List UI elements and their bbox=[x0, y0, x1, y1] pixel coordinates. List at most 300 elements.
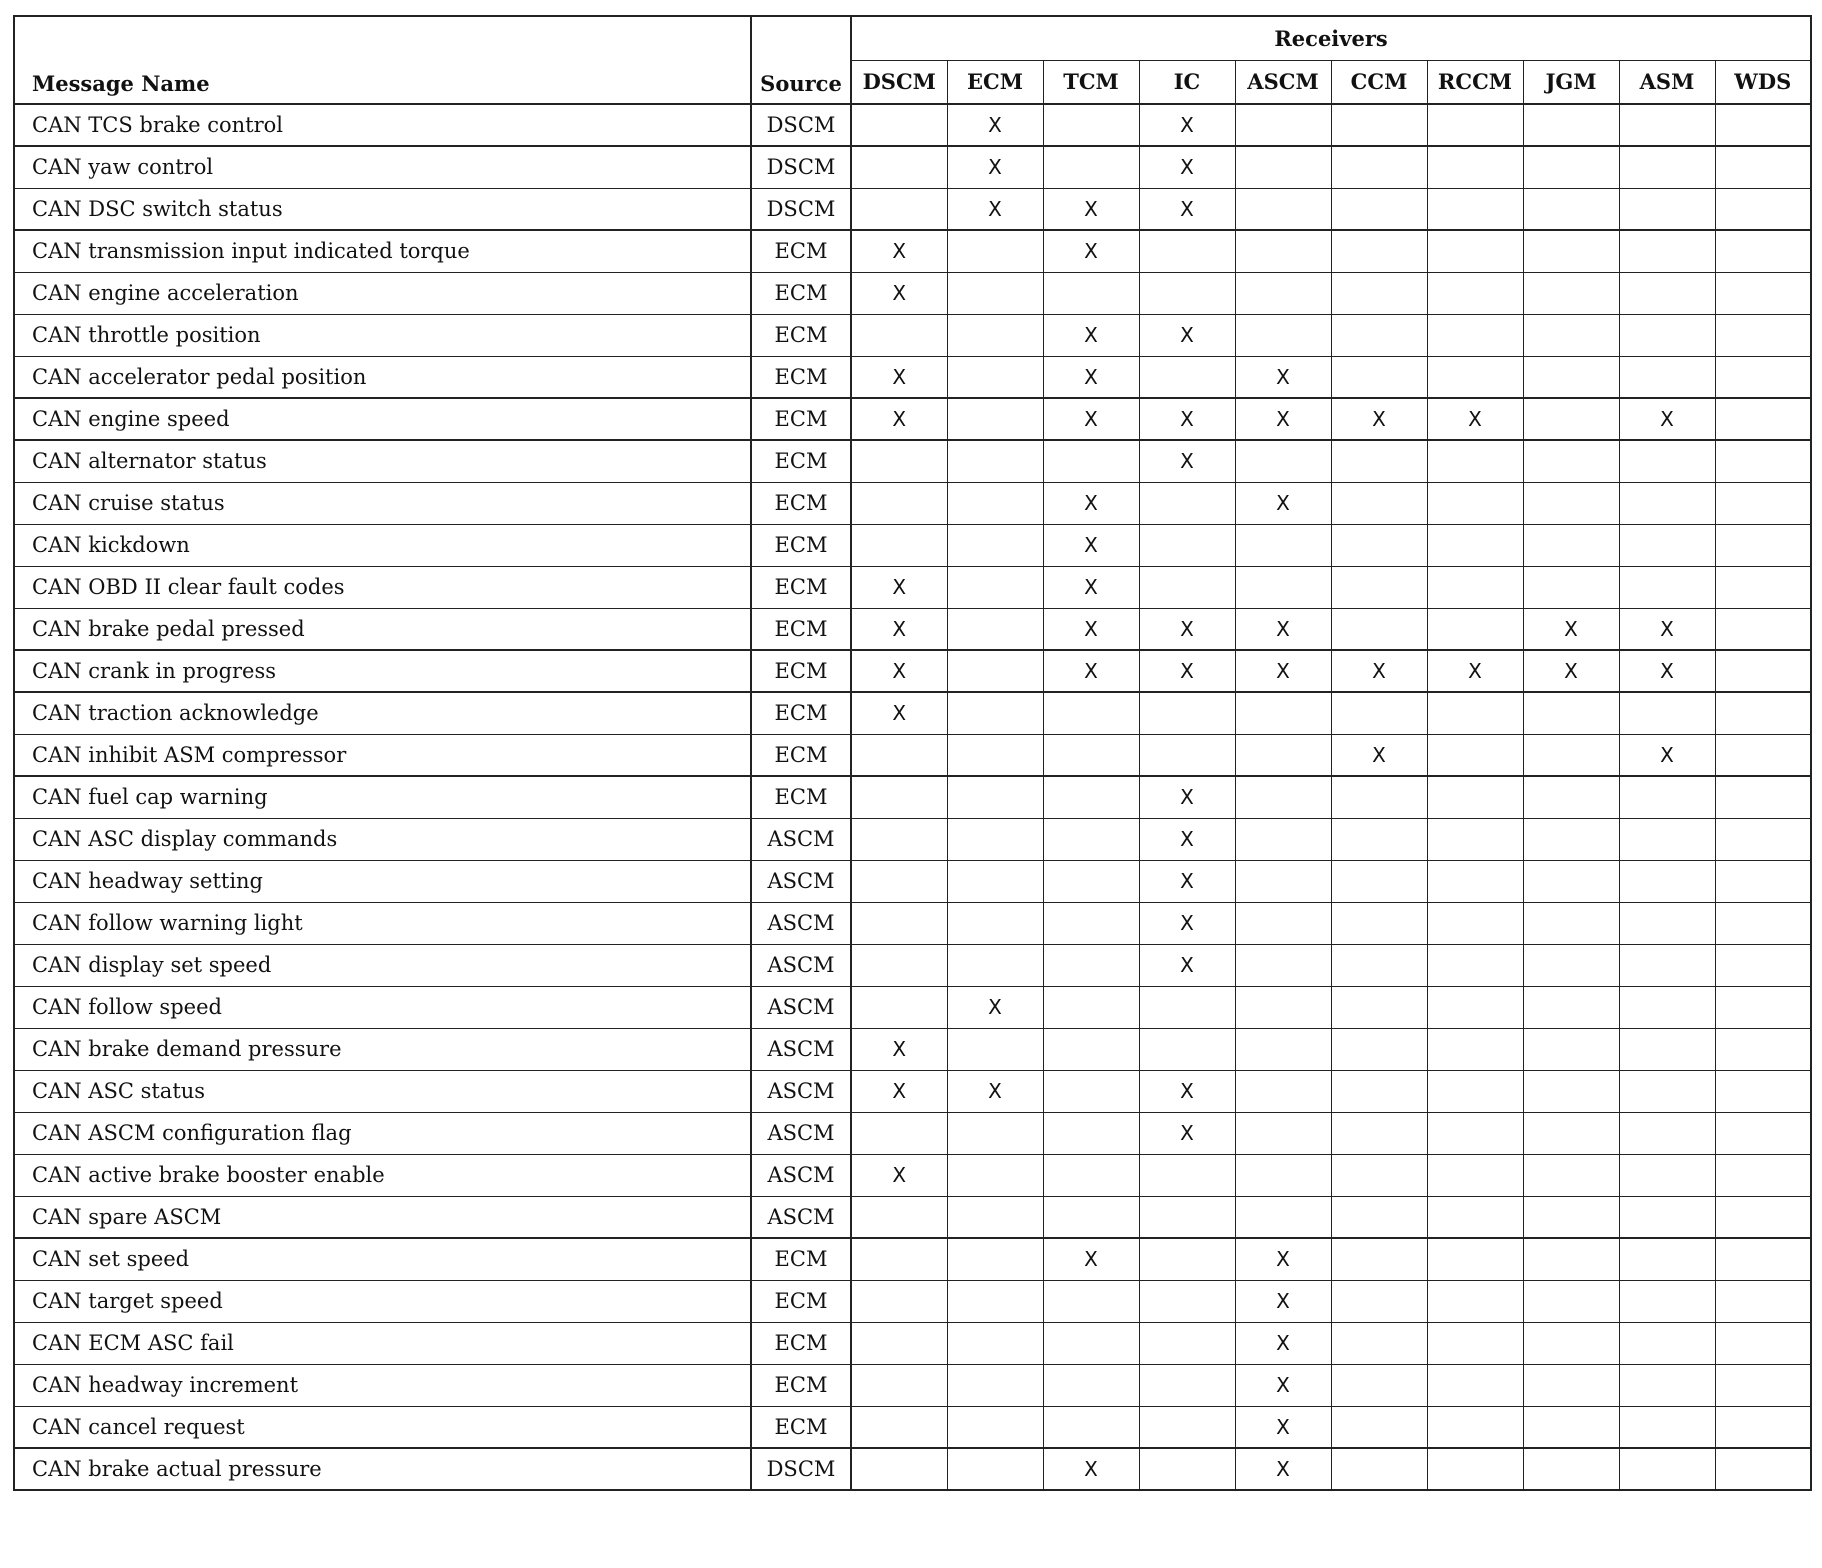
table-row bbox=[14, 944, 1811, 986]
table-row bbox=[14, 1238, 1811, 1280]
receiver-mark-wds bbox=[1715, 734, 1811, 776]
receiver-mark-wds bbox=[1715, 188, 1811, 230]
source-cell: ECM bbox=[751, 1280, 851, 1322]
receiver-mark-dscm bbox=[851, 902, 947, 944]
receiver-mark-tcm: X bbox=[1043, 482, 1139, 524]
message-name-cell: CAN transmission input indicated torque bbox=[14, 230, 751, 272]
receiver-mark-ascm: X bbox=[1235, 1364, 1331, 1406]
receiver-mark-dscm: X bbox=[851, 1070, 947, 1112]
receiver-mark-ccm bbox=[1331, 986, 1427, 1028]
receiver-mark-jgm bbox=[1523, 1112, 1619, 1154]
source-cell: ECM bbox=[751, 734, 851, 776]
receiver-mark-ascm bbox=[1235, 1196, 1331, 1238]
source-cell: ASCM bbox=[751, 1028, 851, 1070]
receiver-mark-wds bbox=[1715, 608, 1811, 650]
table-row bbox=[14, 608, 1811, 650]
receiver-mark-dscm bbox=[851, 986, 947, 1028]
receiver-mark-rccm bbox=[1427, 1364, 1523, 1406]
table-row bbox=[14, 1406, 1811, 1448]
receiver-mark-dscm bbox=[851, 1448, 947, 1490]
table-body bbox=[14, 104, 1811, 1490]
receiver-mark-ccm: X bbox=[1331, 650, 1427, 692]
receiver-mark-dscm bbox=[851, 734, 947, 776]
receiver-mark-asm bbox=[1619, 860, 1715, 902]
receiver-mark-asm bbox=[1619, 1364, 1715, 1406]
receiver-mark-ic bbox=[1139, 272, 1235, 314]
receiver-mark-asm bbox=[1619, 440, 1715, 482]
receiver-mark-rccm bbox=[1427, 482, 1523, 524]
receiver-mark-ic: X bbox=[1139, 146, 1235, 188]
receiver-mark-asm bbox=[1619, 188, 1715, 230]
receiver-mark-rccm bbox=[1427, 356, 1523, 398]
receiver-mark-rccm bbox=[1427, 188, 1523, 230]
can-message-table bbox=[13, 15, 1812, 1491]
receiver-mark-asm: X bbox=[1619, 734, 1715, 776]
receiver-mark-jgm bbox=[1523, 860, 1619, 902]
receiver-mark-ecm bbox=[947, 650, 1043, 692]
table-row bbox=[14, 524, 1811, 566]
table-row bbox=[14, 650, 1811, 692]
receiver-mark-tcm bbox=[1043, 860, 1139, 902]
source-cell: ASCM bbox=[751, 986, 851, 1028]
source-cell: ECM bbox=[751, 314, 851, 356]
receiver-mark-ic bbox=[1139, 1196, 1235, 1238]
table-row bbox=[14, 692, 1811, 734]
receiver-mark-rccm bbox=[1427, 776, 1523, 818]
receiver-mark-asm bbox=[1619, 524, 1715, 566]
receiver-mark-ascm bbox=[1235, 230, 1331, 272]
receiver-mark-ecm bbox=[947, 860, 1043, 902]
receiver-mark-rccm bbox=[1427, 818, 1523, 860]
table-row bbox=[14, 482, 1811, 524]
receiver-mark-ecm bbox=[947, 356, 1043, 398]
receiver-mark-ascm bbox=[1235, 944, 1331, 986]
receiver-mark-ccm bbox=[1331, 1364, 1427, 1406]
receiver-mark-dscm bbox=[851, 1112, 947, 1154]
receiver-mark-ic bbox=[1139, 1238, 1235, 1280]
receiver-mark-ic bbox=[1139, 230, 1235, 272]
receiver-mark-jgm bbox=[1523, 818, 1619, 860]
receiver-mark-asm bbox=[1619, 482, 1715, 524]
receiver-mark-dscm: X bbox=[851, 398, 947, 440]
source-cell: ECM bbox=[751, 398, 851, 440]
source-cell: DSCM bbox=[751, 146, 851, 188]
message-name-cell: CAN ASC display commands bbox=[14, 818, 751, 860]
message-name-cell: CAN brake actual pressure bbox=[14, 1448, 751, 1490]
receiver-mark-ascm: X bbox=[1235, 1238, 1331, 1280]
receiver-mark-asm bbox=[1619, 818, 1715, 860]
receiver-mark-ccm bbox=[1331, 188, 1427, 230]
receiver-mark-ecm bbox=[947, 1028, 1043, 1070]
source-cell: ASCM bbox=[751, 1196, 851, 1238]
receiver-mark-ccm bbox=[1331, 1322, 1427, 1364]
message-name-cell: CAN alternator status bbox=[14, 440, 751, 482]
receiver-mark-tcm: X bbox=[1043, 524, 1139, 566]
receiver-mark-ic: X bbox=[1139, 902, 1235, 944]
receiver-mark-tcm bbox=[1043, 734, 1139, 776]
receiver-mark-dscm: X bbox=[851, 272, 947, 314]
receiver-mark-wds bbox=[1715, 314, 1811, 356]
receiver-mark-asm bbox=[1619, 566, 1715, 608]
table-row bbox=[14, 230, 1811, 272]
table-row bbox=[14, 818, 1811, 860]
message-name-cell: CAN crank in progress bbox=[14, 650, 751, 692]
table-row bbox=[14, 566, 1811, 608]
source-cell: ECM bbox=[751, 566, 851, 608]
receiver-mark-ic bbox=[1139, 1280, 1235, 1322]
receiver-mark-asm bbox=[1619, 1112, 1715, 1154]
receiver-mark-asm bbox=[1619, 146, 1715, 188]
receiver-mark-wds bbox=[1715, 104, 1811, 146]
table-row bbox=[14, 440, 1811, 482]
receiver-mark-ic: X bbox=[1139, 860, 1235, 902]
receiver-mark-asm bbox=[1619, 776, 1715, 818]
receiver-mark-jgm bbox=[1523, 272, 1619, 314]
receiver-mark-ic: X bbox=[1139, 440, 1235, 482]
receiver-mark-ccm bbox=[1331, 902, 1427, 944]
receiver-mark-tcm: X bbox=[1043, 608, 1139, 650]
receiver-mark-rccm bbox=[1427, 524, 1523, 566]
table-row bbox=[14, 986, 1811, 1028]
receiver-mark-ecm bbox=[947, 818, 1043, 860]
receiver-mark-jgm bbox=[1523, 356, 1619, 398]
receiver-mark-dscm: X bbox=[851, 230, 947, 272]
receiver-mark-tcm: X bbox=[1043, 188, 1139, 230]
source-cell: DSCM bbox=[751, 104, 851, 146]
receiver-mark-ic: X bbox=[1139, 944, 1235, 986]
receiver-mark-ccm bbox=[1331, 1196, 1427, 1238]
receiver-mark-tcm: X bbox=[1043, 356, 1139, 398]
receiver-mark-jgm bbox=[1523, 986, 1619, 1028]
table-header bbox=[14, 16, 1811, 104]
receiver-mark-asm bbox=[1619, 902, 1715, 944]
receiver-mark-rccm bbox=[1427, 272, 1523, 314]
source-cell: ECM bbox=[751, 1364, 851, 1406]
table-row bbox=[14, 146, 1811, 188]
receiver-mark-wds bbox=[1715, 146, 1811, 188]
receiver-mark-ccm bbox=[1331, 608, 1427, 650]
receiver-mark-jgm bbox=[1523, 104, 1619, 146]
source-cell: ASCM bbox=[751, 1070, 851, 1112]
receiver-mark-wds bbox=[1715, 986, 1811, 1028]
receiver-mark-ccm: X bbox=[1331, 734, 1427, 776]
receiver-mark-tcm bbox=[1043, 776, 1139, 818]
receiver-mark-ecm bbox=[947, 608, 1043, 650]
message-name-cell: CAN headway setting bbox=[14, 860, 751, 902]
receiver-mark-tcm bbox=[1043, 944, 1139, 986]
message-name-cell: CAN DSC switch status bbox=[14, 188, 751, 230]
receiver-mark-jgm bbox=[1523, 230, 1619, 272]
receiver-mark-wds bbox=[1715, 230, 1811, 272]
receiver-mark-rccm bbox=[1427, 986, 1523, 1028]
receiver-mark-jgm: X bbox=[1523, 650, 1619, 692]
receiver-mark-ascm bbox=[1235, 902, 1331, 944]
message-name-cell: CAN brake pedal pressed bbox=[14, 608, 751, 650]
receiver-mark-rccm bbox=[1427, 1112, 1523, 1154]
receiver-mark-rccm bbox=[1427, 734, 1523, 776]
receiver-mark-dscm bbox=[851, 1196, 947, 1238]
receiver-mark-wds bbox=[1715, 524, 1811, 566]
receiver-mark-tcm bbox=[1043, 1112, 1139, 1154]
receiver-mark-rccm bbox=[1427, 944, 1523, 986]
receiver-mark-rccm bbox=[1427, 1280, 1523, 1322]
receiver-mark-tcm bbox=[1043, 1028, 1139, 1070]
receiver-mark-ecm bbox=[947, 1406, 1043, 1448]
receiver-column-tcm: TCM bbox=[1043, 60, 1139, 104]
receiver-mark-rccm bbox=[1427, 230, 1523, 272]
receiver-mark-ecm bbox=[947, 776, 1043, 818]
receiver-mark-ccm bbox=[1331, 944, 1427, 986]
receiver-mark-ascm: X bbox=[1235, 356, 1331, 398]
message-name-cell: CAN kickdown bbox=[14, 524, 751, 566]
receiver-mark-ecm bbox=[947, 440, 1043, 482]
table-row bbox=[14, 860, 1811, 902]
receiver-mark-ccm bbox=[1331, 104, 1427, 146]
receiver-mark-ccm bbox=[1331, 314, 1427, 356]
receiver-mark-ascm: X bbox=[1235, 1280, 1331, 1322]
table-row bbox=[14, 1280, 1811, 1322]
receiver-mark-jgm bbox=[1523, 776, 1619, 818]
receiver-mark-dscm bbox=[851, 524, 947, 566]
receiver-mark-ecm bbox=[947, 944, 1043, 986]
receiver-mark-wds bbox=[1715, 692, 1811, 734]
table-row bbox=[14, 1112, 1811, 1154]
receiver-mark-ecm bbox=[947, 1364, 1043, 1406]
receiver-mark-rccm: X bbox=[1427, 650, 1523, 692]
receiver-mark-ccm bbox=[1331, 230, 1427, 272]
message-name-cell: CAN yaw control bbox=[14, 146, 751, 188]
receiver-mark-asm bbox=[1619, 1280, 1715, 1322]
message-name-cell: CAN cancel request bbox=[14, 1406, 751, 1448]
receiver-mark-dscm bbox=[851, 1280, 947, 1322]
source-cell: ECM bbox=[751, 272, 851, 314]
receiver-mark-ascm bbox=[1235, 1154, 1331, 1196]
receiver-mark-ccm: X bbox=[1331, 398, 1427, 440]
receiver-mark-tcm bbox=[1043, 818, 1139, 860]
receiver-mark-tcm bbox=[1043, 1154, 1139, 1196]
receiver-mark-jgm bbox=[1523, 944, 1619, 986]
receiver-mark-rccm bbox=[1427, 1322, 1523, 1364]
receiver-mark-ic: X bbox=[1139, 776, 1235, 818]
receiver-mark-tcm: X bbox=[1043, 1448, 1139, 1490]
message-name-cell: CAN spare ASCM bbox=[14, 1196, 751, 1238]
receiver-mark-tcm bbox=[1043, 1406, 1139, 1448]
source-cell: ASCM bbox=[751, 818, 851, 860]
table-row bbox=[14, 272, 1811, 314]
receiver-mark-ecm: X bbox=[947, 986, 1043, 1028]
receiver-mark-asm bbox=[1619, 1406, 1715, 1448]
receiver-mark-jgm bbox=[1523, 524, 1619, 566]
receiver-mark-jgm bbox=[1523, 1028, 1619, 1070]
receiver-mark-ascm: X bbox=[1235, 1406, 1331, 1448]
source-cell: ECM bbox=[751, 650, 851, 692]
receiver-mark-asm bbox=[1619, 692, 1715, 734]
receiver-mark-ecm: X bbox=[947, 104, 1043, 146]
receiver-mark-dscm: X bbox=[851, 566, 947, 608]
table-row bbox=[14, 776, 1811, 818]
receiver-mark-wds bbox=[1715, 902, 1811, 944]
receiver-mark-tcm bbox=[1043, 1364, 1139, 1406]
receiver-mark-jgm bbox=[1523, 734, 1619, 776]
receiver-mark-ccm bbox=[1331, 1112, 1427, 1154]
receiver-mark-ecm bbox=[947, 1448, 1043, 1490]
receiver-mark-ic: X bbox=[1139, 608, 1235, 650]
receiver-mark-jgm bbox=[1523, 1448, 1619, 1490]
receiver-mark-wds bbox=[1715, 1406, 1811, 1448]
receiver-mark-rccm bbox=[1427, 1070, 1523, 1112]
receiver-mark-tcm: X bbox=[1043, 1238, 1139, 1280]
receiver-mark-rccm bbox=[1427, 1154, 1523, 1196]
receiver-mark-ecm bbox=[947, 482, 1043, 524]
source-cell: ECM bbox=[751, 776, 851, 818]
source-cell: ECM bbox=[751, 608, 851, 650]
receiver-mark-ic bbox=[1139, 566, 1235, 608]
receiver-mark-ccm bbox=[1331, 1406, 1427, 1448]
receiver-mark-tcm bbox=[1043, 986, 1139, 1028]
receiver-mark-ic: X bbox=[1139, 1070, 1235, 1112]
message-name-cell: CAN ASCM configuration flag bbox=[14, 1112, 751, 1154]
receiver-mark-ascm bbox=[1235, 272, 1331, 314]
receiver-mark-ascm bbox=[1235, 188, 1331, 230]
receiver-mark-dscm: X bbox=[851, 608, 947, 650]
receiver-mark-wds bbox=[1715, 272, 1811, 314]
receiver-mark-asm bbox=[1619, 356, 1715, 398]
receiver-column-jgm: JGM bbox=[1523, 60, 1619, 104]
receiver-mark-wds bbox=[1715, 1238, 1811, 1280]
receiver-column-dscm: DSCM bbox=[851, 60, 947, 104]
receiver-mark-jgm bbox=[1523, 566, 1619, 608]
receiver-mark-tcm bbox=[1043, 272, 1139, 314]
receiver-mark-asm bbox=[1619, 1196, 1715, 1238]
receiver-mark-ascm bbox=[1235, 860, 1331, 902]
receiver-mark-wds bbox=[1715, 818, 1811, 860]
receiver-mark-ecm bbox=[947, 1238, 1043, 1280]
receiver-mark-jgm bbox=[1523, 398, 1619, 440]
receiver-mark-ecm bbox=[947, 1196, 1043, 1238]
table-row bbox=[14, 1028, 1811, 1070]
receiver-mark-ecm: X bbox=[947, 146, 1043, 188]
message-name-cell: CAN inhibit ASM compressor bbox=[14, 734, 751, 776]
receiver-mark-tcm bbox=[1043, 1322, 1139, 1364]
receiver-mark-dscm bbox=[851, 440, 947, 482]
receiver-mark-ccm bbox=[1331, 1448, 1427, 1490]
receiver-mark-ascm bbox=[1235, 440, 1331, 482]
message-name-cell: CAN throttle position bbox=[14, 314, 751, 356]
receiver-mark-dscm bbox=[851, 944, 947, 986]
receiver-mark-wds bbox=[1715, 944, 1811, 986]
receiver-mark-tcm: X bbox=[1043, 314, 1139, 356]
receiver-mark-ic bbox=[1139, 356, 1235, 398]
receiver-mark-jgm: X bbox=[1523, 608, 1619, 650]
receiver-mark-dscm bbox=[851, 1238, 947, 1280]
message-name-cell: CAN OBD II clear fault codes bbox=[14, 566, 751, 608]
receiver-mark-dscm: X bbox=[851, 1154, 947, 1196]
receiver-column-rccm: RCCM bbox=[1427, 60, 1523, 104]
receiver-mark-dscm bbox=[851, 188, 947, 230]
source-cell: DSCM bbox=[751, 188, 851, 230]
receiver-mark-tcm bbox=[1043, 440, 1139, 482]
receiver-mark-asm bbox=[1619, 104, 1715, 146]
receiver-mark-ecm bbox=[947, 566, 1043, 608]
message-name-cell: CAN brake demand pressure bbox=[14, 1028, 751, 1070]
table-row bbox=[14, 1070, 1811, 1112]
receiver-mark-ic bbox=[1139, 1322, 1235, 1364]
message-name-cell: CAN follow warning light bbox=[14, 902, 751, 944]
receiver-mark-dscm bbox=[851, 818, 947, 860]
receiver-mark-asm bbox=[1619, 1448, 1715, 1490]
receiver-mark-ccm bbox=[1331, 1280, 1427, 1322]
receiver-mark-asm bbox=[1619, 1322, 1715, 1364]
message-name-cell: CAN follow speed bbox=[14, 986, 751, 1028]
receiver-mark-wds bbox=[1715, 650, 1811, 692]
receiver-mark-dscm bbox=[851, 1322, 947, 1364]
receiver-mark-dscm bbox=[851, 1406, 947, 1448]
receiver-mark-ic bbox=[1139, 692, 1235, 734]
receiver-mark-jgm bbox=[1523, 1238, 1619, 1280]
receiver-mark-tcm bbox=[1043, 104, 1139, 146]
receiver-mark-ccm bbox=[1331, 818, 1427, 860]
receiver-mark-wds bbox=[1715, 398, 1811, 440]
receiver-mark-ascm bbox=[1235, 818, 1331, 860]
receiver-mark-ascm bbox=[1235, 1028, 1331, 1070]
receiver-mark-rccm bbox=[1427, 1406, 1523, 1448]
receiver-mark-jgm bbox=[1523, 482, 1619, 524]
table-row bbox=[14, 314, 1811, 356]
receiver-mark-ccm bbox=[1331, 524, 1427, 566]
table-row bbox=[14, 1448, 1811, 1490]
message-name-cell: CAN engine acceleration bbox=[14, 272, 751, 314]
receiver-mark-jgm bbox=[1523, 440, 1619, 482]
receiver-mark-ascm bbox=[1235, 566, 1331, 608]
receiver-mark-rccm bbox=[1427, 146, 1523, 188]
receiver-mark-ascm: X bbox=[1235, 398, 1331, 440]
receiver-mark-jgm bbox=[1523, 146, 1619, 188]
source-cell: ECM bbox=[751, 230, 851, 272]
receiver-mark-asm bbox=[1619, 1070, 1715, 1112]
receiver-mark-ecm bbox=[947, 272, 1043, 314]
receiver-mark-wds bbox=[1715, 356, 1811, 398]
receiver-mark-wds bbox=[1715, 1322, 1811, 1364]
receiver-mark-wds bbox=[1715, 776, 1811, 818]
source-cell: ECM bbox=[751, 356, 851, 398]
receiver-mark-tcm bbox=[1043, 692, 1139, 734]
receiver-mark-tcm bbox=[1043, 902, 1139, 944]
receiver-mark-tcm: X bbox=[1043, 650, 1139, 692]
message-name-cell: CAN engine speed bbox=[14, 398, 751, 440]
receiver-mark-jgm bbox=[1523, 692, 1619, 734]
receiver-mark-tcm bbox=[1043, 1070, 1139, 1112]
receiver-mark-jgm bbox=[1523, 1406, 1619, 1448]
receiver-mark-asm bbox=[1619, 272, 1715, 314]
receiver-mark-ic bbox=[1139, 1154, 1235, 1196]
receiver-mark-asm bbox=[1619, 1154, 1715, 1196]
table-row bbox=[14, 188, 1811, 230]
receiver-mark-dscm: X bbox=[851, 692, 947, 734]
receiver-mark-wds bbox=[1715, 1154, 1811, 1196]
receiver-mark-rccm bbox=[1427, 1028, 1523, 1070]
receiver-mark-rccm bbox=[1427, 314, 1523, 356]
receiver-mark-rccm bbox=[1427, 440, 1523, 482]
message-name-cell: CAN accelerator pedal position bbox=[14, 356, 751, 398]
receiver-column-ecm: ECM bbox=[947, 60, 1043, 104]
receiver-mark-ascm bbox=[1235, 986, 1331, 1028]
source-cell: ECM bbox=[751, 692, 851, 734]
receiver-mark-wds bbox=[1715, 860, 1811, 902]
receiver-mark-ccm bbox=[1331, 776, 1427, 818]
table-row bbox=[14, 902, 1811, 944]
receiver-mark-wds bbox=[1715, 482, 1811, 524]
receiver-mark-dscm: X bbox=[851, 1028, 947, 1070]
